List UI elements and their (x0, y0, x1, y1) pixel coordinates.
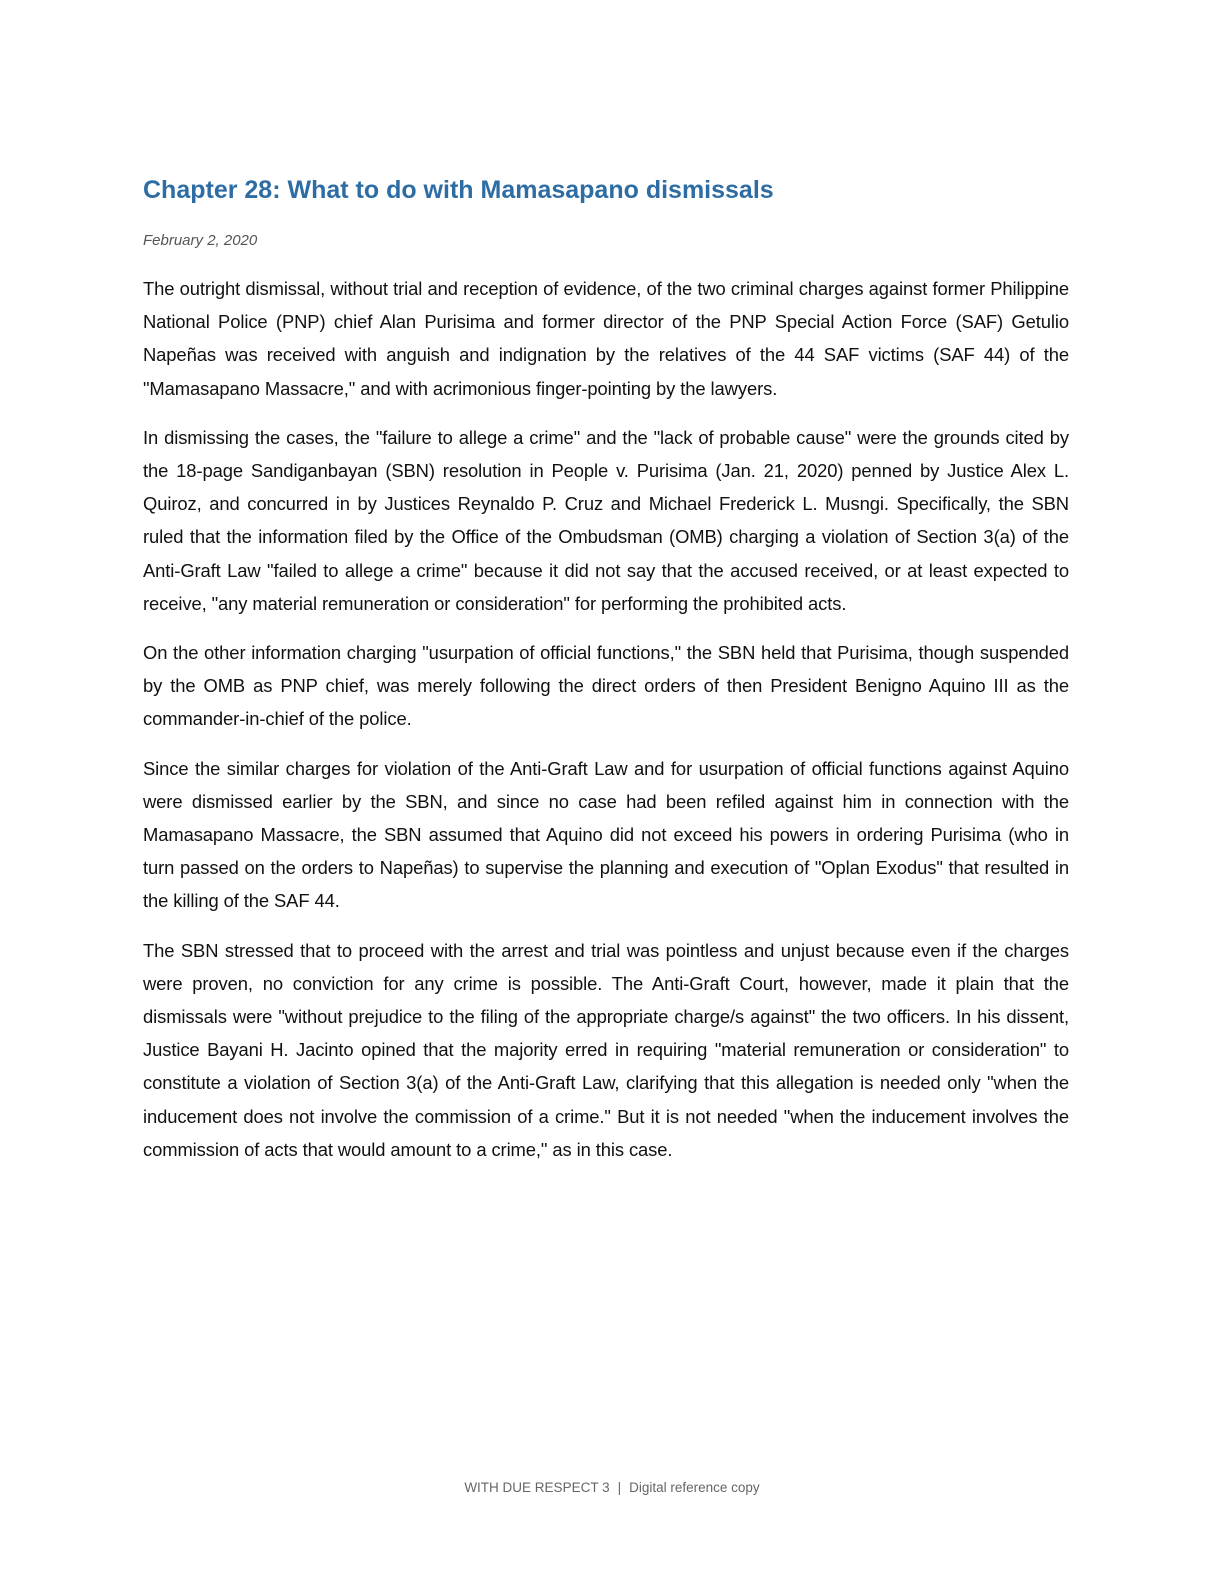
chapter-title: Chapter 28: What to do with Mamasapano dismissals (143, 176, 774, 204)
paragraph-3: On the other information charging "usurpation of official functions," the SBN held that Purisima, though suspended by the OMB as PNP chief, was merely following the direct orders of then President Benigno Aquino III as the commander-in-chief of the police. (143, 642, 1069, 730)
footer-book-page: WITH DUE RESPECT 3 (464, 1480, 610, 1495)
document-content (143, 170, 1069, 1182)
page-footer (0, 1478, 1224, 1498)
paragraph-2: In dismissing the cases, the "failure to allege a crime" and the "lack of probable cause" were the grounds cited by the 18-page Sandiganbayan (SBN) resolution in People v. Purisima (Jan. 21, 2020) penned by Justice Alex L. Quiroz, and concurred in by Justices Reynaldo P. Cruz and Michael Frederick L. Musngi. Specifically, the SBN ruled that the information filed by the Office of the Ombudsman (OMB) charging a violation of Section 3(a) of the Anti-Graft Law "failed to allege a crime" because it did not say that the accused received, or at least expected to receive, "any material remuneration or consideration" for performing the prohibited acts. (143, 426, 1069, 614)
paragraph-5: The SBN stressed that to proceed with the arrest and trial was pointless and unjust because even if the charges were proven, no conviction for any crime is possible. The Anti-Graft Court, however, made it plain that the dismissals were "without prejudice to the filing of the appropriate charge/s against" the two officers. In his dissent, Justice Bayani H. Jacinto opined that the majority erred in requiring "material remuneration or consideration" to constitute a violation of Section 3(a) of the Anti-Graft Law, clarifying that this allegation is needed only "when the inducement does not involve the commission of a crime." But it is not needed "when the inducement involves the commission of acts that would amount to a crime," as in this case. (143, 939, 1069, 1160)
publication-date: February 2, 2020 (143, 232, 258, 249)
footer-copy-label: Digital reference copy (629, 1480, 760, 1495)
article-body (143, 272, 1069, 1166)
paragraph-4: Since the similar charges for violation of the Anti-Graft Law and for usurpation of official functions against Aquino were dismissed earlier by the SBN, and since no case had been refiled against him in connection with the Mamasapano Massacre, the SBN assumed that Aquino did not exceed his powers in ordering Purisima (who in turn passed on the orders to Napeñas) to supervise the planning and execution of "Oplan Exodus" that resulted in the killing of the SAF 44. (143, 757, 1069, 912)
footer-separator: | (617, 1480, 622, 1495)
paragraph-1: The outright dismissal, without trial and reception of evidence, of the two criminal charges against former Philippine National Police (PNP) chief Alan Purisima and former director of the PNP Special Action Force (SAF) Getulio Napeñas was received with anguish and indignation by the relatives of the 44 SAF victims (SAF 44) of the "Mamasapano Massacre," and with acrimonious finger-pointing by the lawyers. (143, 278, 1069, 399)
